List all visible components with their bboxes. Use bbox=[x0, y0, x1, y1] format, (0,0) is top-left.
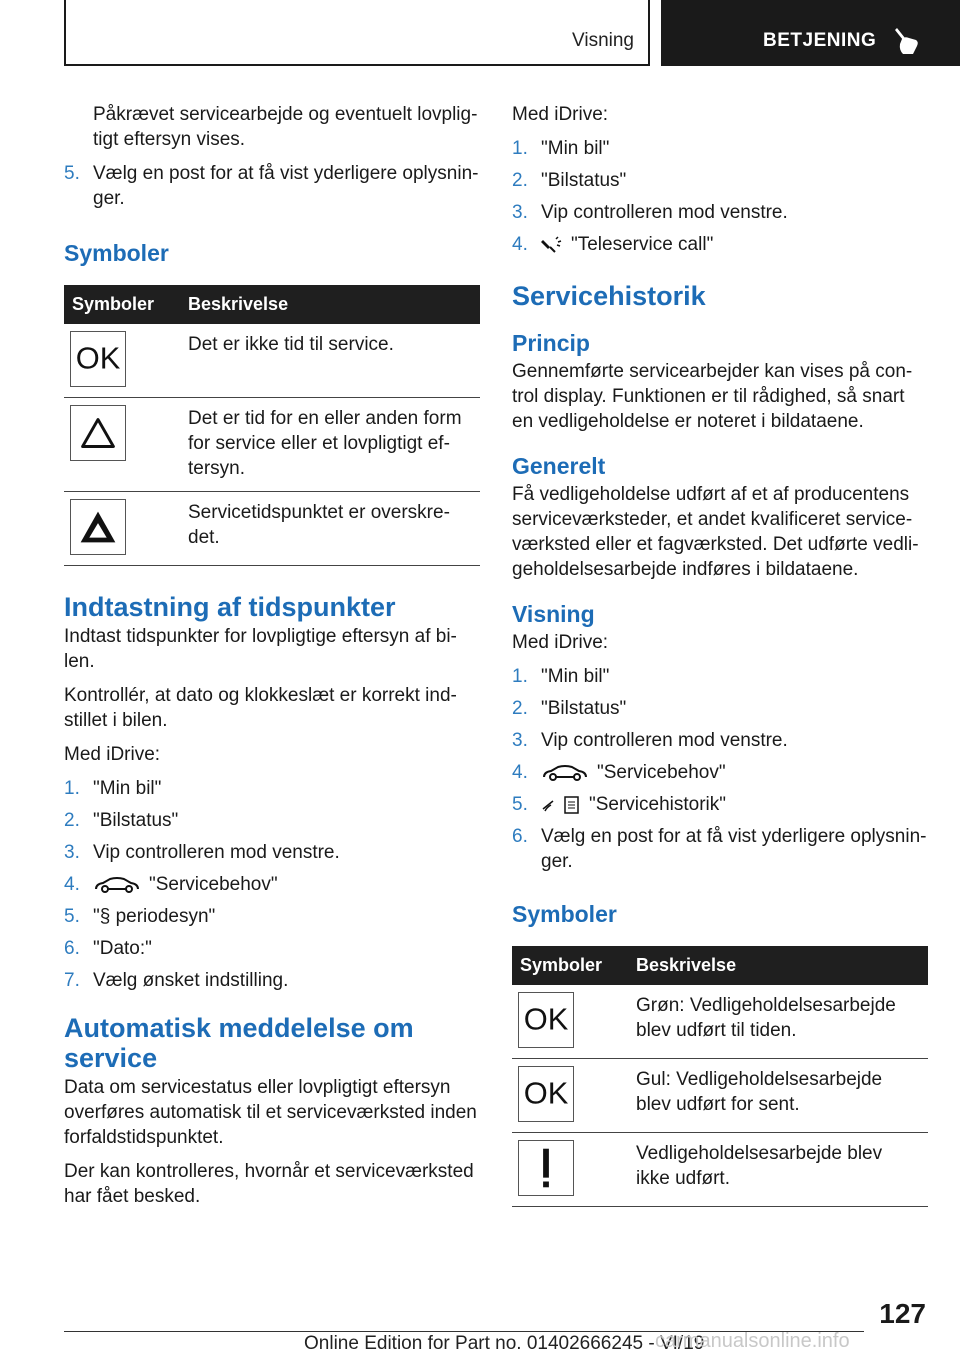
table-row bbox=[512, 1059, 928, 1133]
step-text: "Servicehistorik" bbox=[589, 794, 727, 815]
step-text: "Min bil" bbox=[93, 778, 162, 799]
paragraph: Med iDrive: bbox=[512, 104, 609, 125]
step-list bbox=[512, 664, 928, 874]
step-list bbox=[512, 136, 928, 257]
table-cell-description: Det er ikke tid til service. bbox=[180, 324, 480, 398]
step-text: "Dato:" bbox=[93, 938, 152, 959]
table-header-symbols: Symboler bbox=[512, 946, 628, 985]
paragraph: Der kan kontrolleres, hvornår et serviceværksted har fået besked. bbox=[64, 1161, 474, 1207]
list-item bbox=[512, 792, 928, 817]
step-list bbox=[64, 161, 480, 211]
symbols-heading: Symboler bbox=[64, 240, 169, 266]
step-text: "Min bil" bbox=[541, 666, 610, 687]
svg-text:OK: OK bbox=[75, 340, 121, 376]
list-item bbox=[512, 664, 928, 689]
header-left bbox=[64, 0, 650, 66]
list-item bbox=[512, 760, 928, 785]
step-list bbox=[64, 776, 480, 993]
step-text: Vælg ønsket indstilling. bbox=[93, 970, 289, 991]
list-item bbox=[512, 136, 928, 161]
step-number: 5. bbox=[512, 794, 528, 815]
step-number: 6. bbox=[64, 938, 80, 959]
paragraph: Med iDrive: bbox=[64, 744, 161, 765]
section-heading: Servicehistorik bbox=[512, 281, 706, 311]
step-text: Vip controlleren mod venstre. bbox=[93, 842, 340, 863]
paragraph: Gennemførte servicearbejder kan vises på control display. Funktionen er til rådighed, så snart en vedligeholdelse er noteret i bildataene. bbox=[512, 361, 913, 432]
paragraph: Kontrollér, at dato og klokkeslæt er korrekt indstillet i bilen. bbox=[64, 685, 457, 731]
warning-triangle-outline-icon bbox=[70, 405, 126, 461]
table-row bbox=[64, 492, 480, 566]
list-item bbox=[512, 232, 928, 257]
list-item bbox=[64, 161, 480, 211]
warning-triangle-filled-icon bbox=[70, 499, 126, 555]
step-text: "Bilstatus" bbox=[541, 170, 627, 191]
table-row bbox=[64, 398, 480, 492]
table-cell-description: Servicetidspunktet er overskredet. bbox=[180, 492, 480, 566]
list-item bbox=[512, 824, 928, 874]
table-cell-description: Gul: Vedligeholdelsesarbejde blev udført for sent. bbox=[628, 1059, 928, 1133]
service-history-icon bbox=[541, 795, 581, 815]
car-icon bbox=[93, 876, 141, 894]
step-number: 2. bbox=[512, 698, 528, 719]
symbols-table bbox=[512, 946, 928, 1207]
list-item bbox=[64, 872, 480, 897]
step-number: 3. bbox=[512, 730, 528, 751]
table-header-description: Beskrivelse bbox=[180, 285, 480, 324]
ok-icon bbox=[518, 992, 574, 1048]
step-text: Vip controlleren mod venstre. bbox=[541, 202, 788, 223]
exclamation-icon bbox=[518, 1140, 574, 1196]
pointing-hand-icon bbox=[893, 26, 921, 56]
list-item bbox=[64, 776, 480, 801]
chapter-title: BETJENING bbox=[763, 30, 877, 51]
list-item bbox=[512, 168, 928, 193]
list-item bbox=[64, 968, 480, 993]
symbols-heading: Symboler bbox=[512, 901, 617, 927]
svg-text:OK: OK bbox=[523, 1075, 569, 1111]
step-text: "Bilstatus" bbox=[541, 698, 627, 719]
paragraph: Data om servicestatus eller lovpligtigt eftersyn overføres automatisk til et serviceværksted inden forfaldstidspunktet. bbox=[64, 1077, 477, 1148]
table-cell-description: Vedligeholdelsesarbejde blev ikke udført. bbox=[628, 1133, 928, 1207]
table-row bbox=[512, 985, 928, 1059]
symbols-table bbox=[64, 285, 480, 566]
edition-footer: Online Edition for Part no. 01402666245 - VI/19 bbox=[304, 1333, 705, 1354]
ok-icon bbox=[70, 331, 126, 387]
section-title: Visning bbox=[572, 30, 634, 51]
table-cell-description: Det er tid for en eller anden form for service eller et lovpligtigt eftersyn. bbox=[180, 398, 480, 492]
section-heading: Automatisk meddelelse om service bbox=[64, 1013, 414, 1073]
table-cell-description: Grøn: Vedligeholdelsesarbejde blev udført til tiden. bbox=[628, 985, 928, 1059]
step-text: Vælg en post for at få vist yderligere oplysninger. bbox=[93, 163, 479, 209]
intro-paragraph: Påkrævet servicearbejde og eventuelt lovpligtigt eftersyn vises. bbox=[93, 104, 478, 150]
svg-text:OK: OK bbox=[523, 1001, 569, 1037]
step-number: 7. bbox=[64, 970, 80, 991]
step-text: "Servicebehov" bbox=[597, 762, 726, 783]
step-number: 2. bbox=[512, 170, 528, 191]
table-header-description: Beskrivelse bbox=[628, 946, 928, 985]
paragraph: Med iDrive: bbox=[512, 632, 609, 653]
list-item bbox=[512, 728, 928, 753]
step-text: "Teleservice call" bbox=[571, 234, 714, 255]
left-column bbox=[64, 102, 480, 1218]
list-item bbox=[64, 808, 480, 833]
step-number: 1. bbox=[512, 138, 528, 159]
step-number: 5. bbox=[64, 163, 80, 184]
step-number: 5. bbox=[64, 906, 80, 927]
step-number: 4. bbox=[64, 874, 80, 895]
ok-icon bbox=[518, 1066, 574, 1122]
watermark: carmanualsonline.info bbox=[655, 1330, 850, 1352]
step-number: 4. bbox=[512, 234, 528, 255]
page-number: 127 bbox=[879, 1298, 926, 1329]
step-number: 4. bbox=[512, 762, 528, 783]
step-text: Vip controlleren mod venstre. bbox=[541, 730, 788, 751]
list-item bbox=[64, 904, 480, 929]
paragraph: Indtast tidspunkter for lovpligtige eftersyn af bilen. bbox=[64, 626, 457, 672]
right-column bbox=[512, 102, 928, 1207]
step-text: "Min bil" bbox=[541, 138, 610, 159]
step-text: Vælg en post for at få vist yderligere oplysninger. bbox=[541, 826, 927, 872]
car-icon bbox=[541, 764, 589, 782]
table-row bbox=[64, 324, 480, 398]
section-heading: Indtastning af tidspunkter bbox=[64, 592, 396, 622]
step-number: 2. bbox=[64, 810, 80, 831]
list-item bbox=[512, 200, 928, 225]
list-item bbox=[64, 936, 480, 961]
table-header-symbols: Symboler bbox=[64, 285, 180, 324]
step-text: "Bilstatus" bbox=[93, 810, 179, 831]
step-text: "Servicebehov" bbox=[149, 874, 278, 895]
step-number: 6. bbox=[512, 826, 528, 847]
list-item bbox=[512, 696, 928, 721]
header-right bbox=[661, 0, 960, 66]
step-number: 1. bbox=[512, 666, 528, 687]
subheading: Visning bbox=[512, 601, 595, 627]
subheading: Princip bbox=[512, 330, 590, 356]
step-number: 1. bbox=[64, 778, 80, 799]
list-item bbox=[64, 840, 480, 865]
step-number: 3. bbox=[64, 842, 80, 863]
subheading: Generelt bbox=[512, 453, 606, 479]
step-text: "§ periodesyn" bbox=[93, 906, 216, 927]
wrench-icon bbox=[541, 236, 563, 254]
paragraph: Få vedligeholdelse udført af et af producentens serviceværksteder, et andet kvalificeret serviceværksted eller et fagværksted. Det udførte vedligeholdelsesarbejde indføres i bildataene. bbox=[512, 484, 919, 580]
table-row bbox=[512, 1133, 928, 1207]
step-number: 3. bbox=[512, 202, 528, 223]
